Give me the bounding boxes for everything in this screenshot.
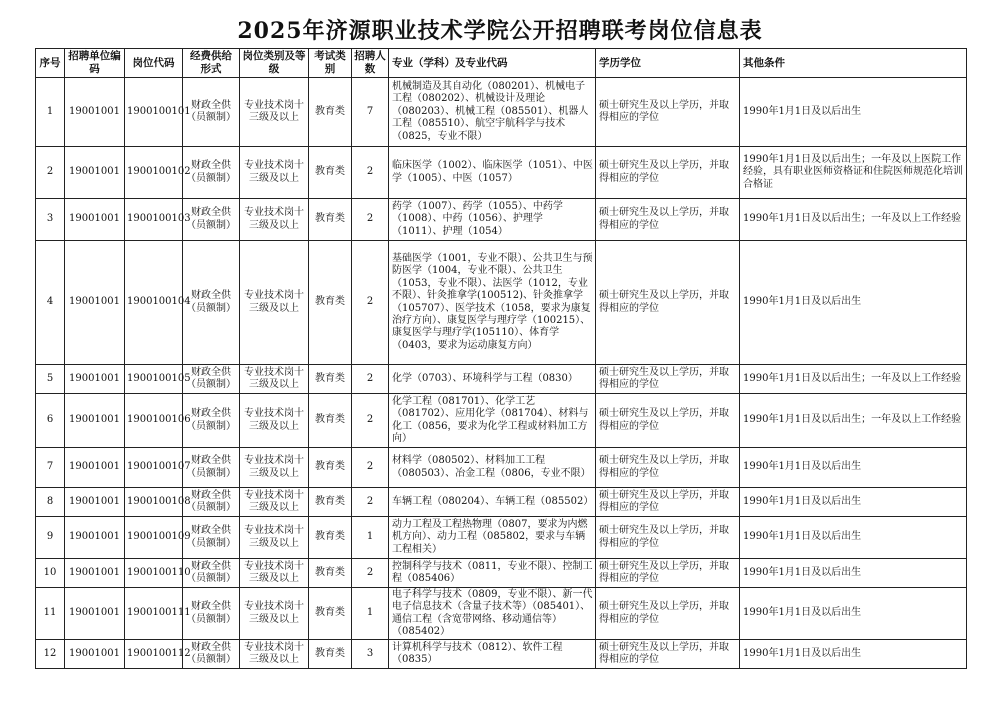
cell-other: 1990年1月1日及以后出生；一年及以上工作经验 <box>740 199 967 241</box>
job-table <box>35 48 967 669</box>
col-header-other: 其他条件 <box>740 49 967 78</box>
cell-other: 1990年1月1日及以后出生 <box>740 517 967 559</box>
cell-major: 材料学（080502）、材料加工工程（080503）、冶金工程（0806，专业不限） <box>389 448 596 488</box>
cell-exam: 教育类 <box>309 78 352 147</box>
cell-code: 1900100106 <box>125 394 183 448</box>
cell-degree: 硕士研究生及以上学历，并取得相应的学位 <box>596 517 740 559</box>
cell-level: 专业技术岗十三级及以上 <box>240 588 309 640</box>
cell-no: 1 <box>36 78 65 147</box>
cell-exam: 教育类 <box>309 517 352 559</box>
cell-degree: 硕士研究生及以上学历，并取得相应的学位 <box>596 241 740 365</box>
col-header-unit: 招聘单位编码 <box>65 49 125 78</box>
table-row <box>36 365 967 394</box>
cell-code: 1900100112 <box>125 640 183 669</box>
table-row <box>36 147 967 199</box>
cell-unit: 19001001 <box>65 147 125 199</box>
col-header-code: 岗位代码 <box>125 49 183 78</box>
cell-fund: 财政全供（员额制） <box>183 394 240 448</box>
cell-level: 专业技术岗十三级及以上 <box>240 78 309 147</box>
cell-exam: 教育类 <box>309 640 352 669</box>
cell-other: 1990年1月1日及以后出生 <box>740 241 967 365</box>
cell-degree: 硕士研究生及以上学历，并取得相应的学位 <box>596 448 740 488</box>
table-row <box>36 241 967 365</box>
col-header-level: 岗位类别及等级 <box>240 49 309 78</box>
cell-major: 化学工程（081701）、化学工艺（081702）、应用化学（081704）、材料与化工（0856，要求为化学工程或材料加工方向） <box>389 394 596 448</box>
cell-no: 6 <box>36 394 65 448</box>
cell-major: 控制科学与技术（0811，专业不限）、控制工程（085406） <box>389 559 596 588</box>
cell-unit: 19001001 <box>65 365 125 394</box>
cell-major: 化学（0703）、环境科学与工程（0830） <box>389 365 596 394</box>
cell-exam: 教育类 <box>309 365 352 394</box>
cell-count: 2 <box>352 147 389 199</box>
cell-degree: 硕士研究生及以上学历，并取得相应的学位 <box>596 394 740 448</box>
cell-major: 动力工程及工程热物理（0807，要求为内燃机方向）、动力工程（085802，要求与车辆工程相关） <box>389 517 596 559</box>
cell-major: 药学（1007）、药学（1055）、中药学（1008）、中药（1056）、护理学（1011）、护理（1054） <box>389 199 596 241</box>
cell-level: 专业技术岗十三级及以上 <box>240 241 309 365</box>
cell-fund: 财政全供（员额制） <box>183 199 240 241</box>
cell-level: 专业技术岗十三级及以上 <box>240 394 309 448</box>
cell-count: 2 <box>352 241 389 365</box>
cell-count: 1 <box>352 588 389 640</box>
cell-fund: 财政全供（员额制） <box>183 588 240 640</box>
col-header-degree: 学历学位 <box>596 49 740 78</box>
cell-no: 8 <box>36 488 65 517</box>
cell-code: 1900100109 <box>125 517 183 559</box>
cell-code: 1900100111 <box>125 588 183 640</box>
cell-no: 4 <box>36 241 65 365</box>
cell-count: 3 <box>352 640 389 669</box>
cell-code: 1900100101 <box>125 78 183 147</box>
cell-code: 1900100102 <box>125 147 183 199</box>
cell-major: 计算机科学与技术（0812）、软件工程（0835） <box>389 640 596 669</box>
cell-fund: 财政全供（员额制） <box>183 488 240 517</box>
cell-unit: 19001001 <box>65 199 125 241</box>
table-row <box>36 78 967 147</box>
cell-degree: 硕士研究生及以上学历，并取得相应的学位 <box>596 199 740 241</box>
cell-count: 2 <box>352 199 389 241</box>
cell-unit: 19001001 <box>65 517 125 559</box>
cell-fund: 财政全供（员额制） <box>183 640 240 669</box>
cell-fund: 财政全供（员额制） <box>183 517 240 559</box>
cell-count: 2 <box>352 394 389 448</box>
cell-exam: 教育类 <box>309 559 352 588</box>
cell-code: 1900100108 <box>125 488 183 517</box>
cell-code: 1900100103 <box>125 199 183 241</box>
cell-major: 机械制造及其自动化（080201）、机械电子工程（080202）、机械设计及理论（080203）、机械工程（085501）、机器人工程（085510）、航空宇航科学与技术（0825，专业不限） <box>389 78 596 147</box>
cell-level: 专业技术岗十三级及以上 <box>240 488 309 517</box>
cell-degree: 硕士研究生及以上学历，并取得相应的学位 <box>596 365 740 394</box>
col-header-fund: 经费供给形式 <box>183 49 240 78</box>
cell-unit: 19001001 <box>65 78 125 147</box>
cell-degree: 硕士研究生及以上学历，并取得相应的学位 <box>596 78 740 147</box>
table-row <box>36 559 967 588</box>
cell-other: 1990年1月1日及以后出生 <box>740 640 967 669</box>
table-row <box>36 394 967 448</box>
cell-unit: 19001001 <box>65 488 125 517</box>
cell-other: 1990年1月1日及以后出生 <box>740 588 967 640</box>
cell-other: 1990年1月1日及以后出生 <box>740 559 967 588</box>
cell-level: 专业技术岗十三级及以上 <box>240 365 309 394</box>
cell-code: 1900100104 <box>125 241 183 365</box>
cell-other: 1990年1月1日及以后出生；一年及以上医院工作经验，具有职业医师资格证和住院医师规范化培训合格证 <box>740 147 967 199</box>
cell-exam: 教育类 <box>309 588 352 640</box>
col-header-major: 专业（学科）及专业代码 <box>389 49 596 78</box>
cell-fund: 财政全供（员额制） <box>183 559 240 588</box>
cell-other: 1990年1月1日及以后出生；一年及以上工作经验 <box>740 365 967 394</box>
cell-degree: 硕士研究生及以上学历，并取得相应的学位 <box>596 147 740 199</box>
cell-other: 1990年1月1日及以后出生 <box>740 78 967 147</box>
cell-unit: 19001001 <box>65 241 125 365</box>
cell-exam: 教育类 <box>309 488 352 517</box>
table-row <box>36 199 967 241</box>
cell-count: 2 <box>352 365 389 394</box>
cell-no: 10 <box>36 559 65 588</box>
cell-exam: 教育类 <box>309 448 352 488</box>
table-row <box>36 448 967 488</box>
page-title: 2025年济源职业技术学院公开招聘联考岗位信息表 <box>237 18 763 44</box>
cell-level: 专业技术岗十三级及以上 <box>240 640 309 669</box>
cell-no: 11 <box>36 588 65 640</box>
header-row <box>36 49 967 78</box>
cell-major: 基础医学（1001，专业不限）、公共卫生与预防医学（1004，专业不限）、公共卫生（1053，专业不限）、法医学（1012，专业不限）、针灸推拿学(100512)、针灸推拿学（105707）、医学技术（1058，要求为康复治疗方向）、康复医学与理疗学（100215）、康复医学与理疗学(105110）、体育学（0403，要求为运动康复方向） <box>389 241 596 365</box>
cell-degree: 硕士研究生及以上学历，并取得相应的学位 <box>596 559 740 588</box>
cell-fund: 财政全供（员额制） <box>183 241 240 365</box>
cell-count: 1 <box>352 517 389 559</box>
cell-unit: 19001001 <box>65 588 125 640</box>
cell-code: 1900100107 <box>125 448 183 488</box>
cell-major: 临床医学（1002）、临床医学（1051）、中医学（1005）、中医（1057） <box>389 147 596 199</box>
cell-count: 2 <box>352 488 389 517</box>
cell-other: 1990年1月1日及以后出生；一年及以上工作经验 <box>740 394 967 448</box>
cell-code: 1900100110 <box>125 559 183 588</box>
cell-level: 专业技术岗十三级及以上 <box>240 147 309 199</box>
cell-major: 车辆工程（080204）、车辆工程（085502） <box>389 488 596 517</box>
cell-fund: 财政全供（员额制） <box>183 365 240 394</box>
cell-unit: 19001001 <box>65 559 125 588</box>
cell-no: 3 <box>36 199 65 241</box>
cell-no: 12 <box>36 640 65 669</box>
cell-count: 2 <box>352 448 389 488</box>
cell-no: 2 <box>36 147 65 199</box>
table-row <box>36 588 967 640</box>
table-row <box>36 517 967 559</box>
cell-level: 专业技术岗十三级及以上 <box>240 199 309 241</box>
cell-no: 7 <box>36 448 65 488</box>
cell-no: 5 <box>36 365 65 394</box>
cell-fund: 财政全供（员额制） <box>183 147 240 199</box>
table-row <box>36 640 967 669</box>
cell-no: 9 <box>36 517 65 559</box>
col-header-count: 招聘人数 <box>352 49 389 78</box>
cell-exam: 教育类 <box>309 147 352 199</box>
cell-exam: 教育类 <box>309 199 352 241</box>
table-row <box>36 488 967 517</box>
cell-unit: 19001001 <box>65 448 125 488</box>
cell-exam: 教育类 <box>309 394 352 448</box>
cell-code: 1900100105 <box>125 365 183 394</box>
cell-exam: 教育类 <box>309 241 352 365</box>
cell-other: 1990年1月1日及以后出生 <box>740 448 967 488</box>
cell-level: 专业技术岗十三级及以上 <box>240 517 309 559</box>
cell-unit: 19001001 <box>65 394 125 448</box>
cell-fund: 财政全供（员额制） <box>183 448 240 488</box>
cell-unit: 19001001 <box>65 640 125 669</box>
col-header-exam: 考试类别 <box>309 49 352 78</box>
cell-level: 专业技术岗十三级及以上 <box>240 448 309 488</box>
cell-major: 电子科学与技术（0809，专业不限）、新一代电子信息技术（含量子技术等）（085401）、通信工程（含宽带网络、移动通信等）（085402） <box>389 588 596 640</box>
cell-level: 专业技术岗十三级及以上 <box>240 559 309 588</box>
cell-other: 1990年1月1日及以后出生 <box>740 488 967 517</box>
col-header-no: 序号 <box>36 49 65 78</box>
cell-degree: 硕士研究生及以上学历，并取得相应的学位 <box>596 640 740 669</box>
cell-degree: 硕士研究生及以上学历，并取得相应的学位 <box>596 588 740 640</box>
cell-count: 7 <box>352 78 389 147</box>
cell-degree: 硕士研究生及以上学历，并取得相应的学位 <box>596 488 740 517</box>
cell-count: 2 <box>352 559 389 588</box>
cell-fund: 财政全供（员额制） <box>183 78 240 147</box>
